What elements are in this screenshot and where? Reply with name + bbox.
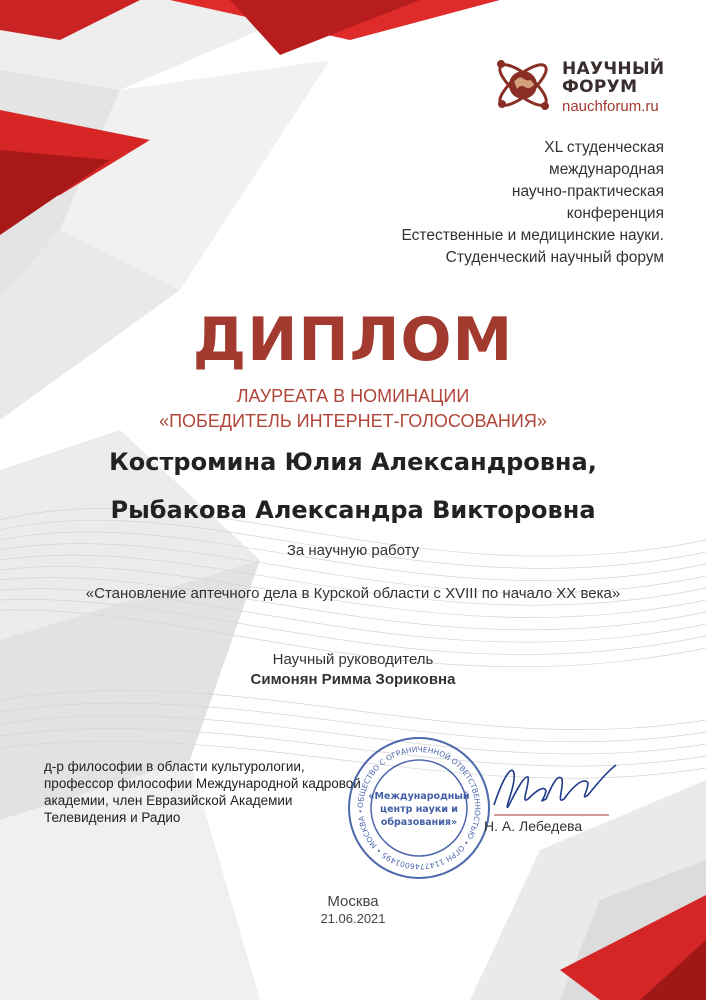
brand-name xyxy=(562,60,664,96)
awardee-name: Костромина Юлия Александровна, xyxy=(109,448,597,476)
atom-globe-icon xyxy=(490,52,556,118)
stamp-center-line2: центр науки и xyxy=(380,804,458,815)
awardee-name: Рыбакова Александра Викторовна xyxy=(110,496,596,524)
brand-logo xyxy=(490,52,675,122)
nomination-line1: ЛАУРЕАТА В НОМИНАЦИИ xyxy=(236,386,470,406)
work-title: «Становление аптечного дела в Курской области с XVIII по начало XX века» xyxy=(85,585,621,602)
awardee-names xyxy=(0,440,706,536)
conference-line: Естественные и медицинские науки. xyxy=(401,227,664,244)
stamp-center-line3: образования» xyxy=(380,817,458,828)
conference-description xyxy=(324,137,664,269)
conference-line: конференция xyxy=(566,205,664,222)
city: Москва xyxy=(327,893,379,910)
issue-date: 21.06.2021 xyxy=(320,911,386,926)
brand-url: nauchforum.ru xyxy=(562,98,659,115)
signatory-name: Н. А. Лебедева xyxy=(484,818,583,834)
stamp-center-line1: «Международный xyxy=(368,791,470,802)
conference-line: XL студенческая xyxy=(544,139,664,156)
handwritten-signature xyxy=(484,755,624,825)
advisor-name: Симонян Римма Зориковна xyxy=(250,671,456,688)
conference-line: Студенческий научный форум xyxy=(445,249,664,266)
nomination xyxy=(0,384,706,434)
for-work-label: За научную работу xyxy=(286,542,420,559)
nomination-line2: «ПОБЕДИТЕЛЬ ИНТЕРНЕТ-ГОЛОСОВАНИЯ» xyxy=(159,411,547,431)
brand-name-line1: НАУЧНЫЙ xyxy=(562,59,665,79)
stamp-ring-text: ОБЩЕСТВО С ОГРАНИЧЕННОЙ ОТВЕТСТВЕННОСТЬЮ • ОГРН 1147746001495 • МОСКВА • xyxy=(355,744,483,872)
conference-line: международная xyxy=(549,161,664,178)
official-stamp xyxy=(344,733,494,883)
advisor-label: Научный руководитель xyxy=(272,651,434,668)
signatory-credentials: д-р философии в области культурологии, профессор философии Международной кадровой академии, член Евразийской Академии Телевидения и Радио xyxy=(44,759,361,825)
brand-name-line2: ФОРУМ xyxy=(562,77,638,97)
conference-line: научно-практическая xyxy=(511,183,664,200)
diploma-title: ДИПЛОМ xyxy=(192,305,514,375)
